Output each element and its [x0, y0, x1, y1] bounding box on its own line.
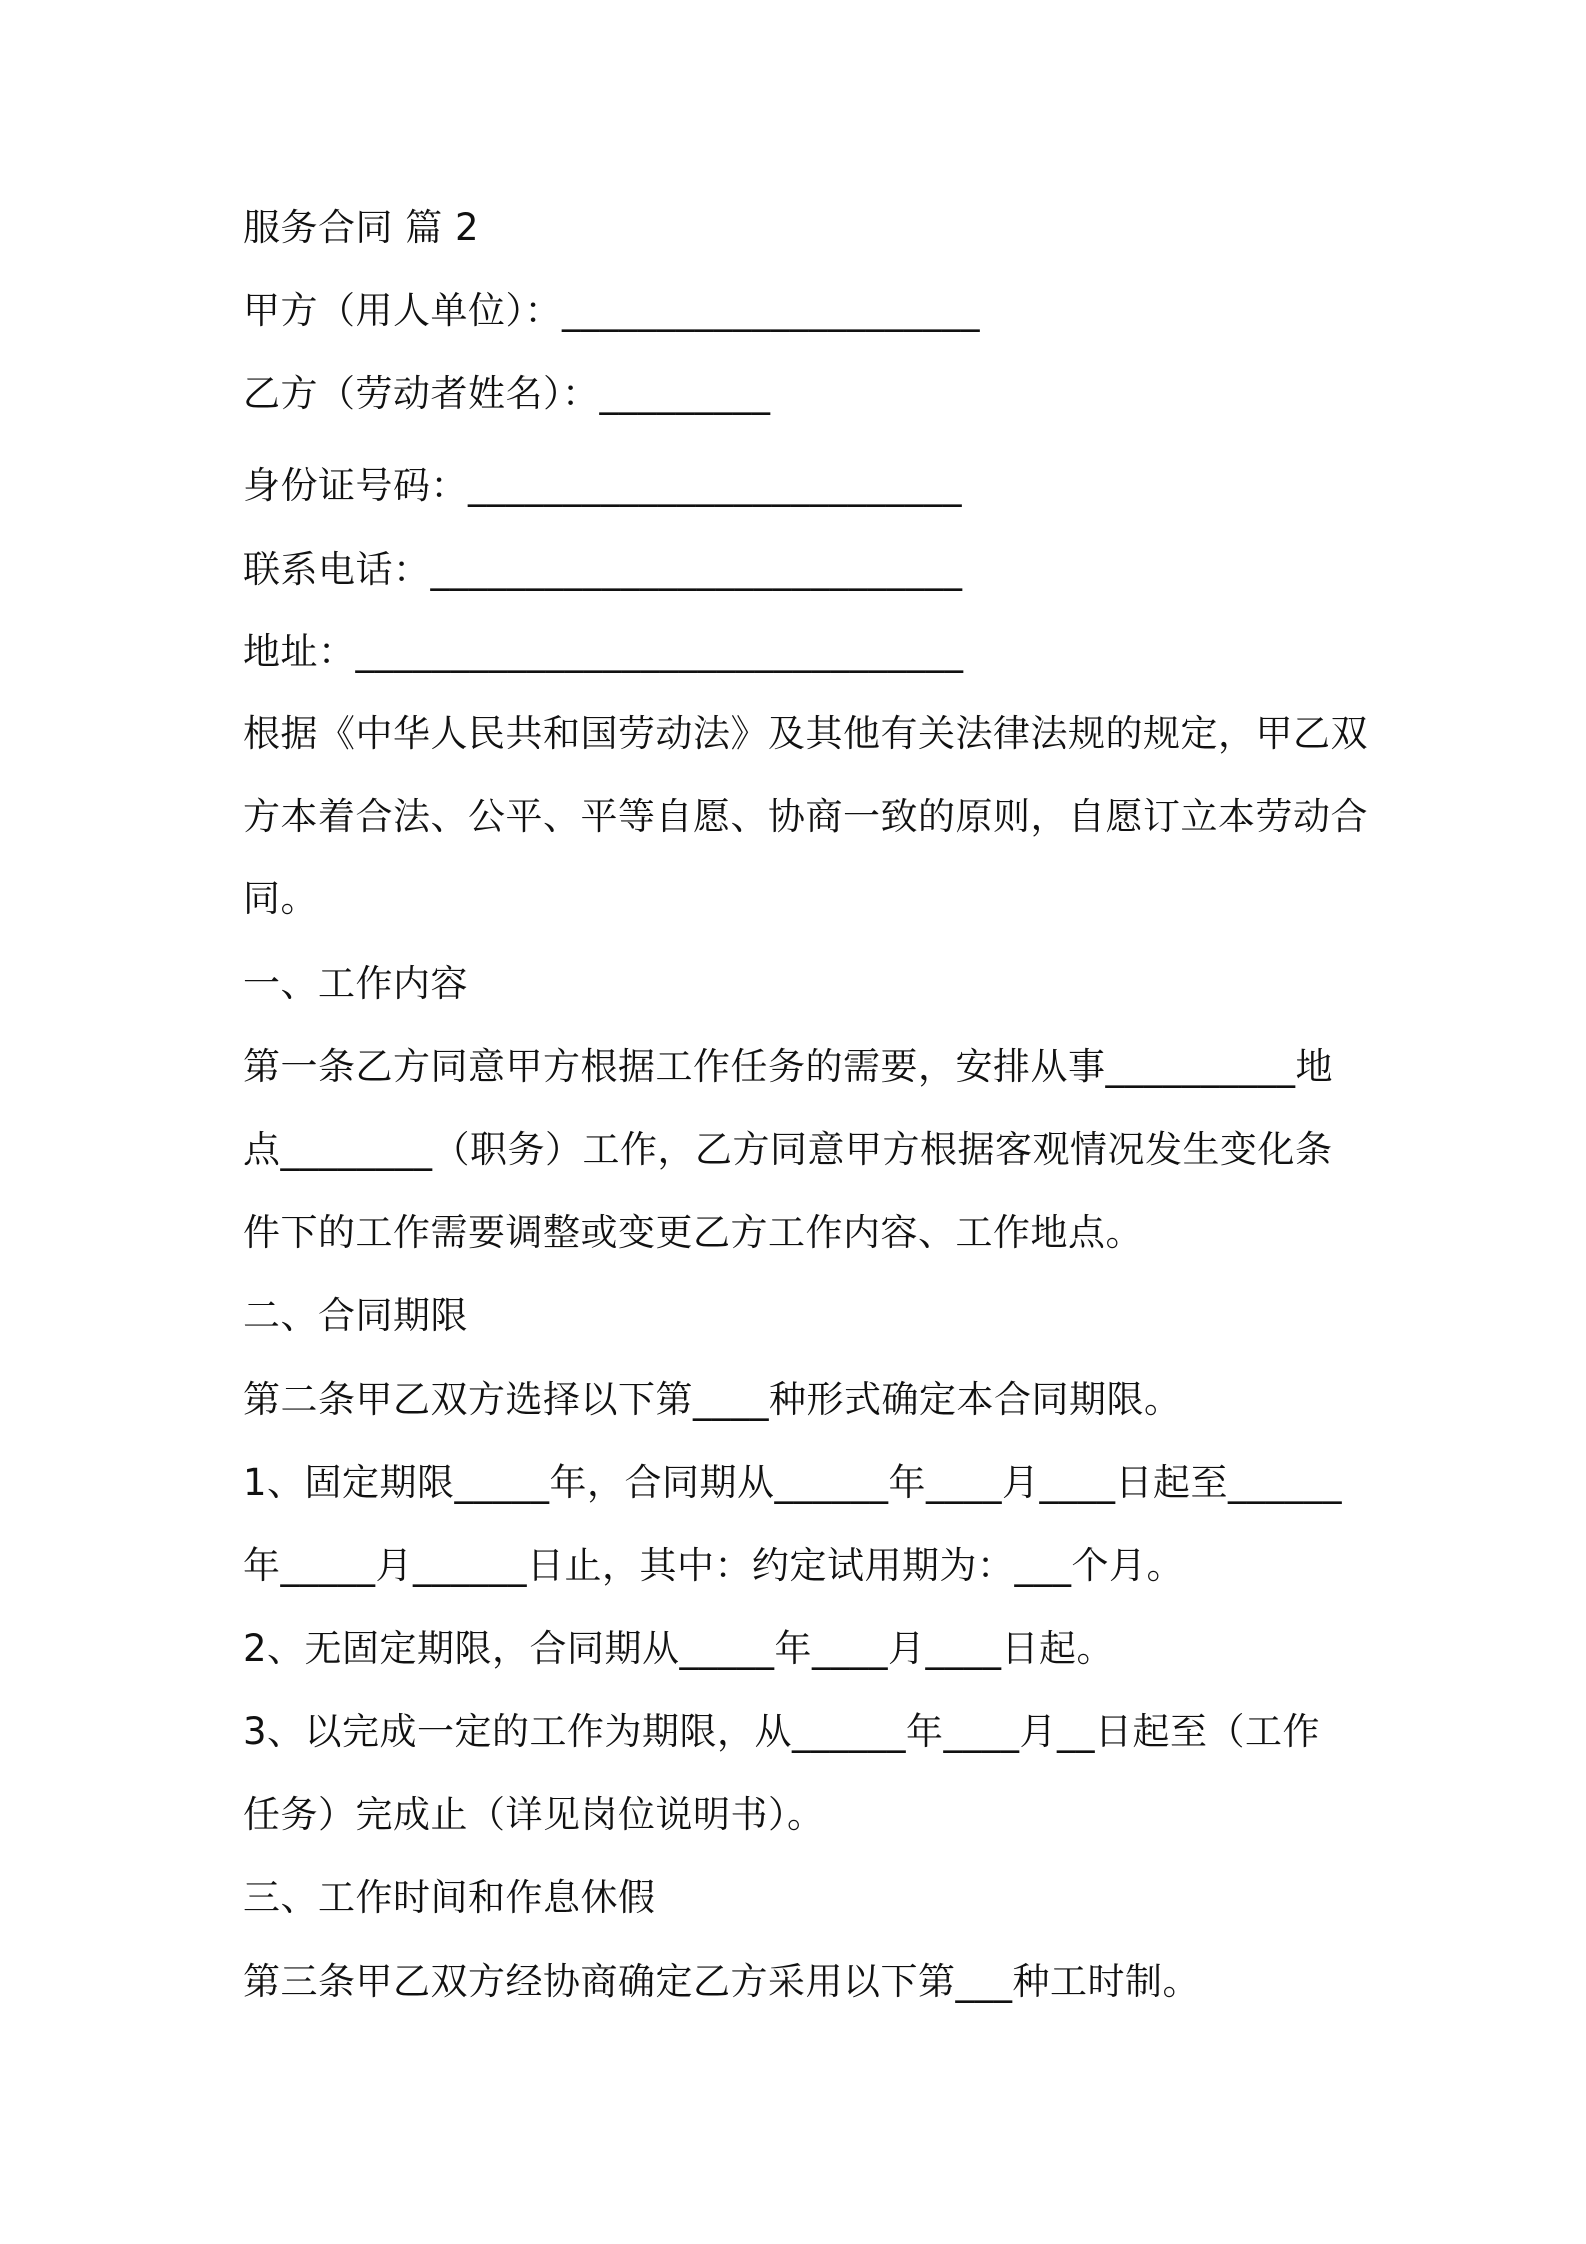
article-line: 件下的工作需要调整或变更乙方工作内容、工作地点。: [243, 1211, 1143, 1254]
intro-paragraph-line: 同。: [243, 877, 318, 920]
intro-paragraph-line: 方本着合法、公平、平等自愿、协商一致的原则，自愿订立本劳动合: [243, 795, 1368, 838]
article-line: 任务）完成止（详见岗位说明书）。: [243, 1793, 825, 1836]
intro-paragraph-line: 根据《中华人民共和国劳动法》及其他有关法律法规的规定，甲乙双: [243, 712, 1368, 755]
article-line: 1、固定期限_____年，合同期从______年____月____日起至______: [243, 1461, 1343, 1504]
document-title: 服务合同 篇 2: [243, 206, 480, 249]
article-line: 第一条乙方同意甲方根据工作任务的需要，安排从事__________地: [243, 1045, 1333, 1088]
article-line: 第三条甲乙双方经协商确定乙方采用以下第___种工时制。: [243, 1960, 1200, 2003]
id-number-field: 身份证号码：__________________________: [243, 464, 962, 507]
article-line: 点________（职务）工作，乙方同意甲方根据客观情况发生变化条: [243, 1128, 1333, 1171]
party-a-field: 甲方（用人单位）：______________________: [243, 289, 980, 332]
article-line: 年_____月______日止，其中：约定试用期为：___个月。: [243, 1544, 1184, 1587]
article-line: 2、无固定期限，合同期从_____年____月____日起。: [243, 1627, 1115, 1670]
section-heading: 一、工作内容: [243, 962, 468, 1005]
party-b-field: 乙方（劳动者姓名）：_________: [243, 372, 771, 415]
phone-field: 联系电话：____________________________: [243, 548, 963, 591]
section-heading: 二、合同期限: [243, 1294, 468, 1337]
section-heading: 三、工作时间和作息休假: [243, 1876, 656, 1919]
article-line: 第二条甲乙双方选择以下第____种形式确定本合同期限。: [243, 1378, 1182, 1421]
address-field: 地址：________________________________: [243, 630, 964, 673]
article-line: 3、以完成一定的工作为期限，从______年____月__日起至（工作: [243, 1710, 1321, 1753]
